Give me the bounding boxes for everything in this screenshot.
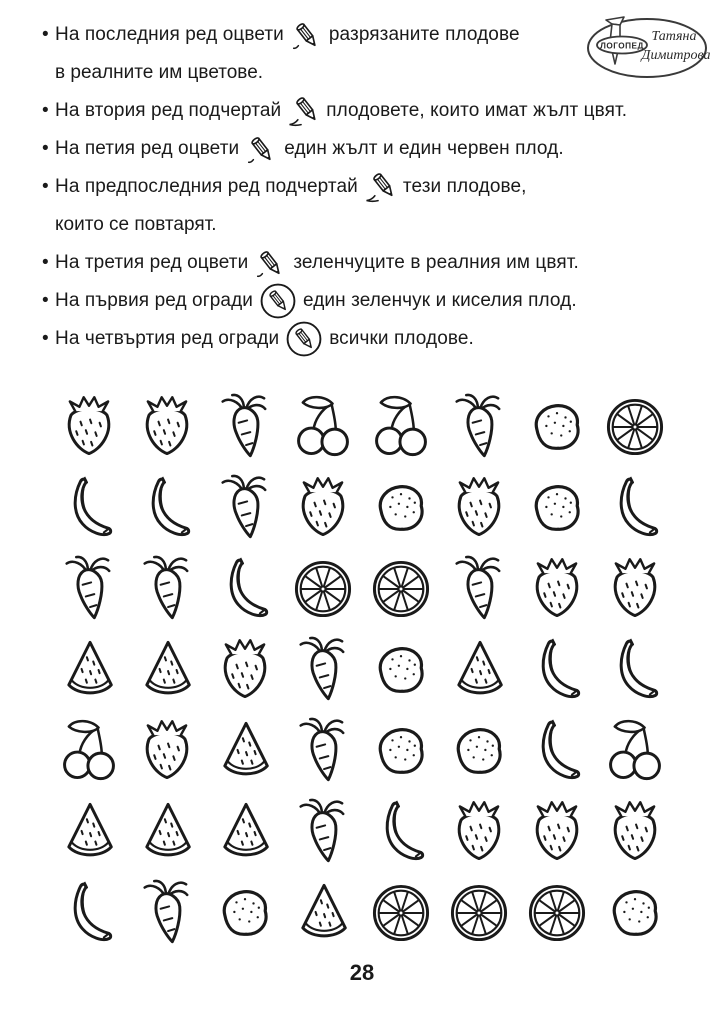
cherries-icon [601,717,669,785]
strawberry-icon [601,798,669,866]
instruction-line-1-continued [42,54,702,92]
fruit-cell [206,872,284,953]
fruit-cell [206,386,284,467]
fruit-cell [362,548,440,629]
carrot-icon [211,474,279,542]
lemon-icon [367,474,435,542]
fruit-cell [284,548,362,629]
lemon-icon [523,474,591,542]
bullet: • [42,138,49,159]
fruit-cell [440,467,518,548]
fruit-cell [362,467,440,548]
watermelon-slice-icon [133,798,201,866]
fruit-cell [206,629,284,710]
strawberry-icon [289,474,357,542]
cherries-icon [289,393,357,461]
strawberry-icon [445,474,513,542]
instruction-text-after: един жълт и един червен плод. [284,138,564,159]
orange-slice-icon [367,555,435,623]
fruit-cell [284,791,362,872]
instruction-line-4 [42,168,702,206]
fruit-cell [596,872,674,953]
fruit-cell [596,791,674,872]
strawberry-icon [55,393,123,461]
underlining-pencil-icon [365,172,396,203]
banana-icon [55,879,123,947]
orange-slice-icon [367,879,435,947]
bullet: • [42,24,49,45]
fruit-row-3 [50,548,674,629]
carrot-icon [133,555,201,623]
watermelon-slice-icon [211,798,279,866]
fruit-cell [50,548,128,629]
strawberry-icon [601,555,669,623]
instruction-text-continued: които се повтарят. [55,214,217,235]
carrot-icon [211,393,279,461]
watermelon-slice-icon [55,798,123,866]
fruit-cell [206,548,284,629]
logo-name-line2: Димитрова [641,48,710,63]
carrot-icon [289,798,357,866]
banana-icon [601,474,669,542]
fruit-cell [50,791,128,872]
instruction-text-before: На третия ред оцвети [55,252,249,273]
fruit-cell [284,386,362,467]
fruit-cell [284,710,362,791]
strawberry-icon [211,636,279,704]
instruction-text-before: На първия ред огради [55,290,253,311]
instruction-text-after: един зеленчук и киселия плод. [302,290,577,311]
orange-slice-icon [601,393,669,461]
fruit-cell [362,872,440,953]
instruction-text-before: На петия ред оцвети [55,138,240,159]
carrot-icon [445,393,513,461]
fruit-cell [596,710,674,791]
circled-pencil-icon [286,321,322,357]
bullet: • [42,328,49,349]
fruit-cell [596,548,674,629]
instruction-line-5 [42,244,702,282]
orange-slice-icon [523,879,591,947]
lemon-icon [211,879,279,947]
strawberry-icon [133,393,201,461]
bullet: • [42,290,49,311]
fruit-cell [440,791,518,872]
lemon-icon [601,879,669,947]
fruit-cell [596,386,674,467]
lemon-icon [367,636,435,704]
fruit-row-2 [50,467,674,548]
instruction-line-6 [42,282,702,320]
fruit-cell [362,791,440,872]
fruit-cell [596,467,674,548]
watermelon-slice-icon [55,636,123,704]
fruit-cell [206,467,284,548]
fruit-cell [362,629,440,710]
fruit-cell [50,386,128,467]
fruit-cell [440,629,518,710]
instruction-line-3 [42,130,702,168]
instruction-text-after: тези плодове, [402,176,527,197]
strawberry-icon [523,798,591,866]
instruction-text-before: На предпоследния ред подчертай [55,176,358,197]
lemon-icon [445,717,513,785]
fruit-cell [128,548,206,629]
strawberry-icon [445,798,513,866]
instruction-text-after: плодовете, които имат жълт цвят. [326,100,628,121]
fruit-cell [284,872,362,953]
instruction-line-7 [42,320,702,358]
instruction-line-4-continued [42,206,702,244]
fruit-cell [440,710,518,791]
fruit-cell [440,548,518,629]
fruit-row-4 [50,629,674,710]
instruction-list [42,16,702,358]
banana-icon [523,717,591,785]
pencil-icon [255,248,286,279]
fruit-grid [50,386,674,953]
fruit-row-1 [50,386,674,467]
fruit-cell [518,467,596,548]
fruit-cell [518,629,596,710]
fruit-cell [518,548,596,629]
fruit-cell [440,386,518,467]
underlining-pencil-icon [288,96,319,127]
carrot-icon [133,879,201,947]
fruit-cell [518,386,596,467]
fruit-cell [596,629,674,710]
fruit-cell [128,386,206,467]
instruction-line-1 [42,16,702,54]
fruit-cell [362,710,440,791]
carrot-icon [289,717,357,785]
fruit-cell [50,629,128,710]
instruction-text-before: На втория ред подчертай [55,100,282,121]
logo-badge-text: ЛОГОПЕД [600,41,644,51]
strawberry-icon [523,555,591,623]
bullet: • [42,252,49,273]
fruit-row-7 [50,872,674,953]
fruit-cell [128,629,206,710]
lemon-icon [367,717,435,785]
bullet: • [42,100,49,121]
fruit-cell [50,872,128,953]
instruction-line-2 [42,92,702,130]
cherries-icon [55,717,123,785]
fruit-cell [284,629,362,710]
watermelon-slice-icon [211,717,279,785]
lemon-icon [523,393,591,461]
strawberry-icon [133,717,201,785]
carrot-icon [55,555,123,623]
carrot-icon [445,555,513,623]
fruit-cell [128,791,206,872]
fruit-cell [128,872,206,953]
page-number: 28 [349,960,375,985]
fruit-row-5 [50,710,674,791]
fruit-cell [206,710,284,791]
pencil-icon [291,20,322,51]
fruit-cell [362,386,440,467]
pencil-icon [246,134,277,165]
fruit-cell [128,467,206,548]
fruit-cell [128,710,206,791]
instruction-text-before: На четвъртия ред огради [55,328,280,349]
instruction-text-after: всички плодове. [329,328,474,349]
circled-pencil-icon [260,283,296,319]
fruit-cell [284,467,362,548]
banana-icon [211,555,279,623]
watermelon-slice-icon [289,879,357,947]
fruit-cell [518,872,596,953]
fruit-row-6 [50,791,674,872]
watermelon-slice-icon [133,636,201,704]
instruction-text-before: На последния ред оцвети [55,24,284,45]
banana-icon [133,474,201,542]
orange-slice-icon [289,555,357,623]
banana-icon [601,636,669,704]
fruit-cell [50,710,128,791]
watermelon-slice-icon [445,636,513,704]
instruction-text-after: разрязаните плодове [328,24,520,45]
orange-slice-icon [445,879,513,947]
banana-icon [367,798,435,866]
banana-icon [523,636,591,704]
bullet: • [42,176,49,197]
logo-name-line1: Татяна [651,29,697,44]
carrot-icon [289,636,357,704]
instruction-text-after: зеленчуците в реалния им цвят. [293,252,579,273]
fruit-cell [50,467,128,548]
fruit-cell [440,872,518,953]
fruit-cell [206,791,284,872]
fruit-cell [518,710,596,791]
cherries-icon [367,393,435,461]
instruction-text-continued: в реалните им цветове. [55,62,264,83]
banana-icon [55,474,123,542]
fruit-cell [518,791,596,872]
